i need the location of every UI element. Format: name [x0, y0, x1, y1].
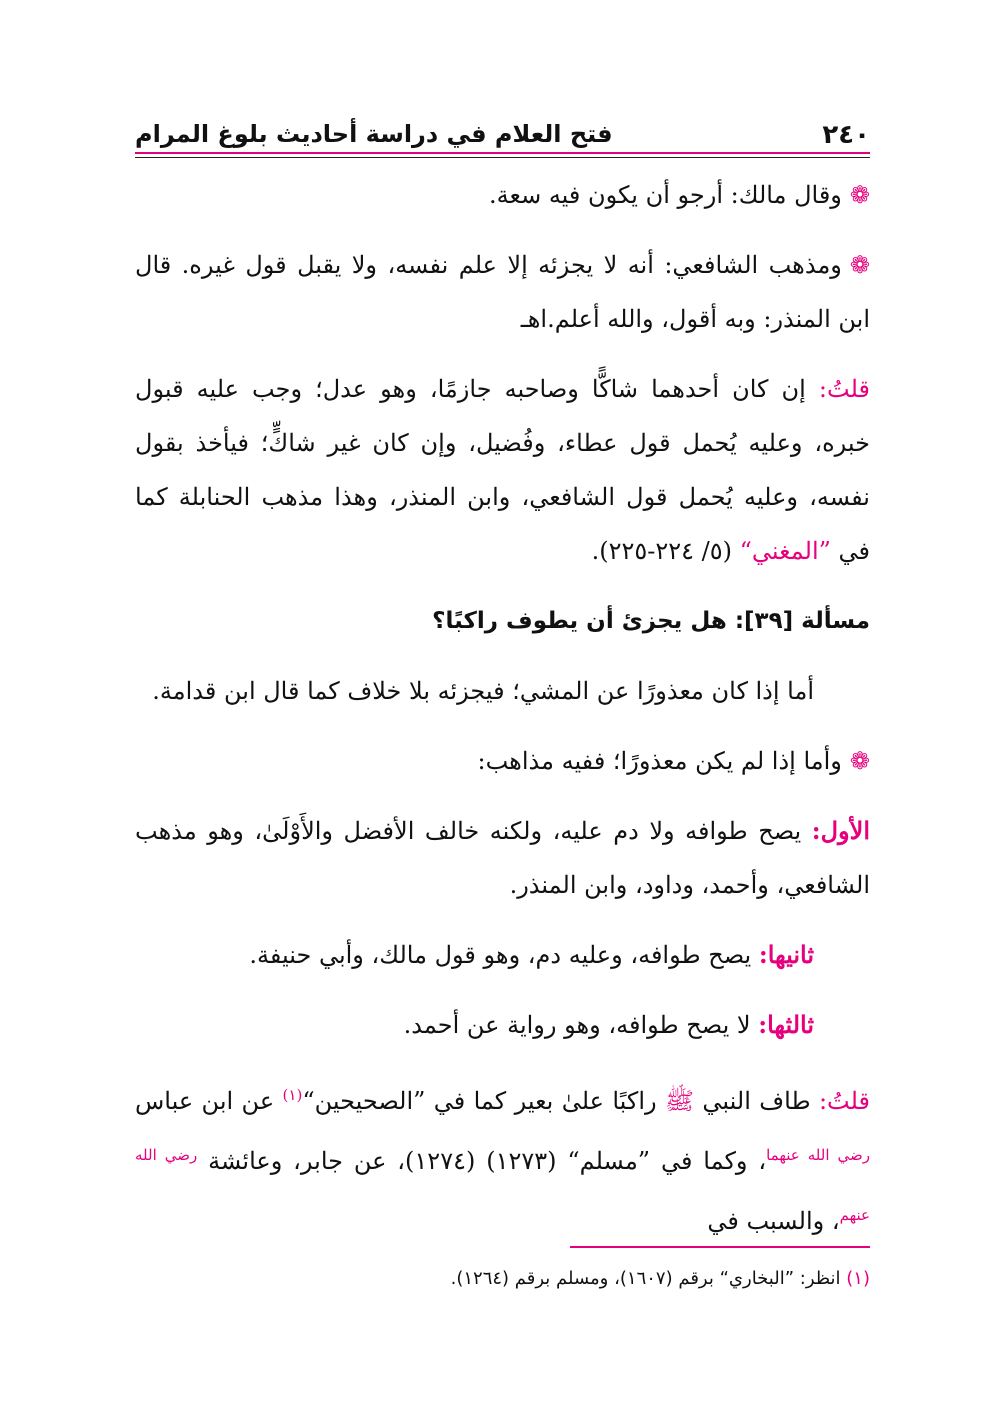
- paragraph: [135, 362, 870, 578]
- paragraph-text: (٥/ ٢٢٤-٢٢٥).: [591, 537, 733, 565]
- paragraph-text: لا يصح طوافه، وهو رواية عن أحمد.: [403, 1011, 751, 1039]
- paragraph: [135, 928, 870, 982]
- honorific-glyph: رضي الله عنهم: [135, 1146, 870, 1224]
- question-text: هل يجزئ أن يطوف راكبًا؟: [432, 608, 727, 634]
- paragraph: [135, 238, 870, 346]
- paragraph-lead: قلتُ:: [818, 375, 870, 403]
- header-rule-dark: [135, 157, 870, 158]
- paragraph-text: ومذهب الشافعي: أنه لا يجزئه إلا علم نفسه، ولا يقبل قول غيره. قال ابن المنذر: وبه أقول، والله أعلم.اهـ: [135, 251, 870, 333]
- honorific-glyph: رضي الله عنهما: [766, 1146, 870, 1164]
- footnote-text: انظر: ”البخاري“ برقم (١٦٠٧)، ومسلم برقم (١٢٦٤).: [450, 1268, 841, 1289]
- paragraph: [135, 998, 870, 1052]
- paragraph-lead: ثانيها:: [758, 940, 814, 969]
- paragraph-text: طاف النبي: [702, 1087, 811, 1115]
- footnote-marker[interactable]: (١): [282, 1086, 303, 1104]
- paragraph-text: راكبًا علىٰ بعير كما في ”الصحيحين“: [302, 1087, 657, 1115]
- book-title: فتح العلام في دراسة أحاديث بلوغ المرام: [135, 120, 613, 148]
- paragraph: [135, 664, 870, 718]
- paragraph-text: ، وكما في ”مسلم“ (١٢٧٣) (١٢٧٤)، عن جابر، وعائشة: [208, 1147, 767, 1175]
- main-text: [135, 168, 870, 1248]
- paragraph-lead: ثالثها:: [758, 1010, 814, 1039]
- paragraph-text: ، والسبب في: [707, 1207, 840, 1235]
- paragraph-lead: الأول:: [811, 816, 870, 845]
- header-rule-pink: [135, 152, 870, 154]
- flower-icon: ❁: [849, 747, 870, 775]
- question-label: مسألة [٣٩]:: [734, 608, 870, 634]
- paragraph: [135, 804, 870, 912]
- paragraph-text: إن كان أحدهما شاكًّا وصاحبه جازمًا، وهو عدل؛ وجب عليه قبول خبره، وعليه يُحمل قول عطاء، وفُضيل، وإن كان غير شاكٍّ؛ فيأخذ بقول نفسه، وعليه يُحمل قول الشافعي، وابن المنذر، وهذا مذهب الحنابلة كما في: [135, 375, 870, 565]
- paragraph-text: وقال مالك: أرجو أن يكون فيه سعة.: [489, 181, 842, 209]
- paragraph: [135, 168, 870, 222]
- question-heading: [135, 594, 870, 648]
- paragraph-text: يصح طوافه ولا دم عليه، ولكنه خالف الأفضل والأَوْلَىٰ، وهو مذهب الشافعي، وأحمد، وداود، وابن المنذر.: [135, 817, 870, 899]
- paragraph: [135, 1068, 870, 1248]
- flower-icon: ❁: [849, 251, 870, 279]
- flower-icon: ❁: [849, 181, 870, 209]
- paragraph-text: عن ابن عباس: [135, 1087, 275, 1115]
- book-reference: ”المغني“: [739, 537, 831, 565]
- paragraph-text: أما إذا كان معذورًا عن المشي؛ فيجزئه بلا خلاف كما قال ابن قدامة.: [152, 677, 814, 705]
- page-header: [135, 110, 870, 154]
- salawat-glyph: ﷺ: [665, 1087, 695, 1115]
- footnote-rule: [570, 1246, 870, 1248]
- paragraph-lead: قلتُ:: [818, 1087, 871, 1115]
- paragraph: [135, 734, 870, 788]
- page-number: ٢٤٠: [822, 120, 870, 150]
- footnote: [135, 1268, 870, 1289]
- footnote-number: (١): [846, 1268, 870, 1289]
- paragraph-text: وأما إذا لم يكن معذورًا؛ ففيه مذاهب:: [477, 747, 842, 775]
- paragraph-text: يصح طوافه، وعليه دم، وهو قول مالك، وأبي حنيفة.: [249, 941, 752, 969]
